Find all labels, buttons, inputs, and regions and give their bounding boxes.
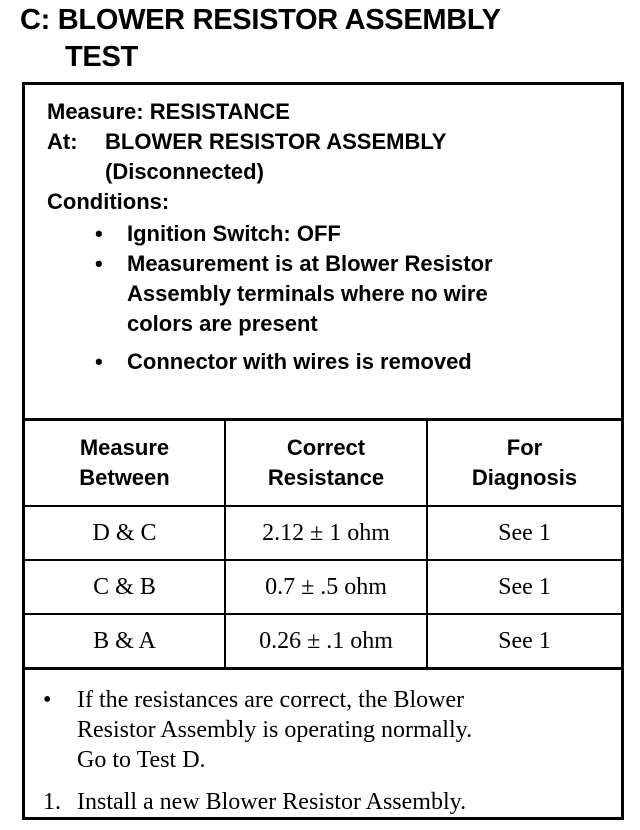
cell-measure-between: C & B bbox=[25, 560, 225, 614]
conditions-label: Conditions: bbox=[47, 189, 170, 214]
condition-text: Ignition Switch: OFF bbox=[127, 221, 341, 246]
measure-row bbox=[47, 97, 493, 127]
note-line: If the resistances are correct, the Blower bbox=[77, 687, 465, 713]
at-note: (Disconnected) bbox=[105, 159, 264, 184]
measure-label: Measure: bbox=[47, 99, 144, 124]
cell-correct-resistance: 0.26 ± .1 ohm bbox=[225, 614, 427, 669]
note-line: Go to Test D. bbox=[77, 747, 206, 773]
cell-for-diagnosis: See 1 bbox=[427, 506, 621, 560]
diagnosis-notes bbox=[43, 685, 608, 817]
at-row bbox=[47, 127, 493, 157]
header-line: Diagnosis bbox=[471, 465, 578, 490]
condition-item bbox=[95, 347, 493, 377]
table-row bbox=[25, 506, 621, 560]
condition-item bbox=[95, 249, 493, 279]
cell-correct-resistance: 0.7 ± .5 ohm bbox=[225, 560, 427, 614]
step-text: Install a new Blower Resistor Assembly. bbox=[77, 789, 467, 815]
bullet-icon: • bbox=[43, 687, 52, 713]
cell-measure-between: B & A bbox=[25, 614, 225, 669]
at-value: BLOWER RESISTOR ASSEMBLY bbox=[105, 129, 447, 154]
measure-value: RESISTANCE bbox=[149, 99, 290, 124]
column-header-measure-between bbox=[25, 420, 225, 507]
column-header-for-diagnosis bbox=[427, 420, 621, 507]
header-line: Correct bbox=[286, 435, 366, 460]
table-row bbox=[25, 560, 621, 614]
page-title bbox=[20, 2, 501, 76]
header-line: Measure bbox=[79, 435, 170, 460]
condition-item-continued bbox=[127, 279, 493, 309]
cell-correct-resistance: 2.12 ± 1 ohm bbox=[225, 506, 427, 560]
cell-for-diagnosis: See 1 bbox=[427, 560, 621, 614]
condition-item bbox=[95, 219, 493, 249]
bullet-icon: • bbox=[95, 251, 103, 276]
condition-text: Assembly terminals where no wire bbox=[127, 281, 488, 306]
conditions-section bbox=[47, 97, 493, 377]
header-line: Between bbox=[79, 465, 170, 490]
table-header-row bbox=[25, 420, 621, 507]
conditions-list bbox=[47, 219, 493, 377]
resistance-table bbox=[25, 418, 621, 670]
note-step-1 bbox=[43, 787, 608, 817]
condition-item-continued bbox=[127, 309, 493, 339]
note-line: Resistor Assembly is operating normally. bbox=[77, 717, 473, 743]
condition-text: Connector with wires is removed bbox=[127, 349, 472, 374]
bullet-icon: • bbox=[95, 349, 103, 374]
cell-measure-between: D & C bbox=[25, 506, 225, 560]
title-line-1: C: BLOWER RESISTOR ASSEMBLY bbox=[20, 4, 501, 36]
condition-text: Measurement is at Blower Resistor bbox=[127, 251, 493, 276]
title-line-2: TEST bbox=[65, 41, 138, 73]
condition-text: colors are present bbox=[127, 311, 318, 336]
column-header-correct-resistance bbox=[225, 420, 427, 507]
at-label: At: bbox=[47, 129, 78, 154]
step-number: 1. bbox=[43, 789, 61, 815]
note-correct bbox=[43, 685, 608, 775]
header-line: For bbox=[506, 435, 543, 460]
cell-for-diagnosis: See 1 bbox=[427, 614, 621, 669]
header-line: Resistance bbox=[267, 465, 385, 490]
table-row bbox=[25, 614, 621, 669]
test-frame bbox=[22, 82, 624, 820]
bullet-icon: • bbox=[95, 221, 103, 246]
